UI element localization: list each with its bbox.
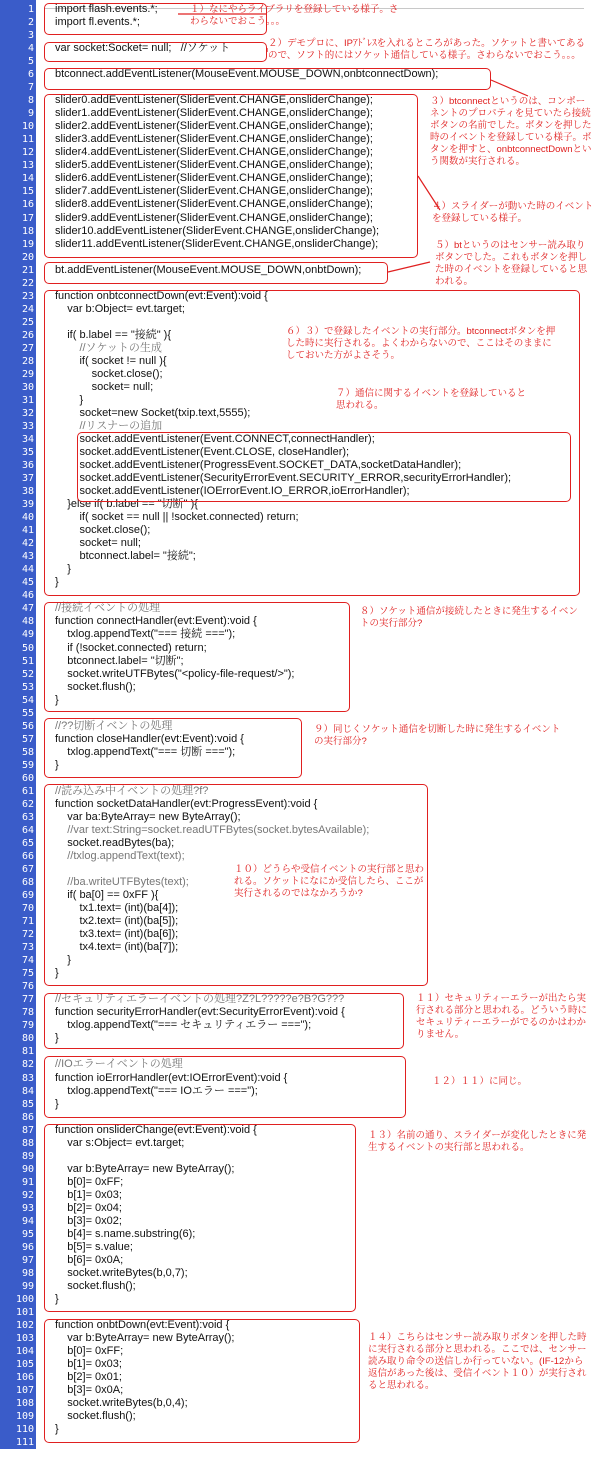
line-number: 15 xyxy=(21,186,34,198)
line-number: 60 xyxy=(21,772,34,784)
code-line[interactable]: socket.addEventListener(ProgressEvent.SOCKET_DATA,socketDataHandler); xyxy=(55,459,462,471)
line-number: 92 xyxy=(21,1189,34,1201)
line-number: 72 xyxy=(21,929,34,941)
annotation-14: １４）こちらはセンサー読み取りボタンを押した時に実行される部分と思われる。ここでは、センサー読み取り命令の送信しか行っていない。(IF-12から返信があった後は、受信イベント１０）が実行されると思われる。 xyxy=(368,1332,587,1391)
line-number: 39 xyxy=(21,499,34,511)
code-line[interactable]: } xyxy=(55,954,71,967)
code-line[interactable]: slider2.addEventListener(SliderEvent.CHANGE,onsliderChange); xyxy=(55,120,373,133)
code-line[interactable]: if (!socket.connected) return; xyxy=(55,641,207,654)
code-line[interactable]: //接続イベントの処理 xyxy=(55,602,161,615)
code-line[interactable]: function socketDataHandler(evt:ProgressEvent):void { xyxy=(55,797,318,810)
line-number: 35 xyxy=(21,447,34,458)
line-number: 112 xyxy=(15,1450,34,1462)
line-number: 56 xyxy=(21,720,34,732)
line-number: 5 xyxy=(27,56,34,68)
line-number: 86 xyxy=(21,1111,34,1123)
line-number: 51 xyxy=(21,655,34,667)
line-number: 65 xyxy=(21,837,34,849)
line-number: 101 xyxy=(15,1307,34,1318)
line-number: 47 xyxy=(21,603,34,615)
code-line[interactable]: b[4]= s.name.substring(6); xyxy=(55,1227,196,1240)
code-line[interactable]: function closeHandler(evt:Event):void { xyxy=(55,732,244,745)
code-line[interactable]: slider6.addEventListener(SliderEvent.CHANGE,onsliderChange); xyxy=(55,172,373,185)
code-line[interactable]: function securityErrorHandler(evt:SecurityErrorEvent):void { xyxy=(55,1006,345,1019)
line-number: 23 xyxy=(21,290,34,302)
line-number: 30 xyxy=(21,381,34,393)
line-number: 58 xyxy=(21,746,34,758)
line-number: 55 xyxy=(21,707,34,719)
annotation-9: ９）同じくソケット通信を切断した時に発生するイベントの実行部分? xyxy=(314,724,561,747)
line-number: 78 xyxy=(21,1007,34,1019)
code-line[interactable]: var b:Object= evt.target; xyxy=(55,302,185,315)
code-line[interactable]: btconnect.addEventListener(MouseEvent.MOUSE_DOWN,onbtconnectDown); xyxy=(55,68,439,81)
line-number: 81 xyxy=(21,1046,34,1058)
line-number: 1 xyxy=(27,4,34,15)
line-number: 107 xyxy=(15,1385,34,1397)
code-line[interactable]: socket.flush(); xyxy=(55,680,136,693)
line-number: 25 xyxy=(21,316,34,328)
code-line[interactable]: tx3.text= (int)(ba[6]); xyxy=(55,928,179,941)
annotation-6: ６）３）で登録したイベントの実行部分。btconnectボタンを押した時に実行される。よくわからないので、ここはそのままにしておいた方がよさそう。 xyxy=(286,326,556,361)
code-line[interactable]: //IOエラーイベントの処理 xyxy=(55,1058,183,1071)
code-line[interactable]: var socket:Socket= null; //ソケット xyxy=(55,42,231,55)
code-line[interactable]: if( b.label == "接続" ){ xyxy=(55,328,172,341)
code-line[interactable]: //txlog.appendText(text); xyxy=(55,849,185,862)
line-number: 100 xyxy=(15,1294,34,1305)
line-number: 18 xyxy=(21,225,34,237)
line-number: 38 xyxy=(21,486,34,498)
code-line[interactable]: btconnect.label= "接続"; xyxy=(55,550,196,563)
line-number: 31 xyxy=(21,394,34,406)
code-line[interactable]: slider10.addEventListener(SliderEvent.CHANGE,onsliderChange); xyxy=(55,224,380,237)
line-number: 63 xyxy=(21,811,34,823)
line-number: 42 xyxy=(21,538,34,550)
line-number: 45 xyxy=(21,577,34,589)
line-number: 85 xyxy=(21,1098,34,1110)
line-number: 41 xyxy=(21,525,34,537)
annotation-12: １２）１１）に同じ。 xyxy=(432,1076,528,1087)
line-number: 2 xyxy=(27,17,34,28)
code-line[interactable]: b[1]= 0x03; xyxy=(55,1358,122,1371)
code-line[interactable]: b[5]= s.value; xyxy=(55,1240,133,1253)
code-line[interactable]: socket= null; xyxy=(55,380,154,393)
line-number: 102 xyxy=(15,1320,34,1331)
code-line[interactable]: }else if( b.label == "切断" ){ xyxy=(55,498,198,511)
line-number: 12 xyxy=(21,147,34,159)
line-number: 83 xyxy=(21,1072,34,1084)
code-line[interactable]: if( socket == null || !socket.connected) return; xyxy=(55,511,299,524)
line-number: 8 xyxy=(27,95,34,107)
line-number: 50 xyxy=(21,642,34,654)
code-line[interactable]: //リスナーの追加 xyxy=(55,420,163,432)
annotation-5: ５）btというのはセンサー読み取りボタンでした。これもボタンを押した時のイベントを登録していると思われる。 xyxy=(435,240,588,287)
line-number: 91 xyxy=(21,1176,34,1188)
line-number: 14 xyxy=(21,173,34,185)
line-number: 54 xyxy=(21,694,34,706)
line-number: 111 xyxy=(15,1437,34,1449)
code-line[interactable]: var s:Object= evt.target; xyxy=(55,1136,185,1149)
line-number: 69 xyxy=(21,890,34,901)
line-number: 29 xyxy=(21,368,34,380)
line-number: 66 xyxy=(21,850,34,862)
code-line[interactable]: } xyxy=(55,576,59,589)
code-line[interactable]: socket.flush(); xyxy=(55,1410,136,1423)
line-number: 61 xyxy=(21,785,34,797)
code-line[interactable]: var ba:ByteArray= new ByteArray(); xyxy=(55,810,241,823)
code-line[interactable]: b[2]= 0x04; xyxy=(55,1201,122,1214)
code-line[interactable]: socket.addEventListener(Event.CLOSE, closeHandler); xyxy=(55,446,350,458)
line-number: 32 xyxy=(21,407,34,419)
line-number: 27 xyxy=(21,342,34,354)
line-number: 22 xyxy=(21,277,34,289)
line-number: 82 xyxy=(21,1059,34,1071)
line-number: 87 xyxy=(21,1124,34,1136)
line-number: 104 xyxy=(15,1346,34,1358)
code-line[interactable]: txlog.appendText("=== セキュリティエラー ==="); xyxy=(55,1019,312,1032)
code-line[interactable]: if( socket != null ){ xyxy=(55,354,167,367)
code-line[interactable]: txlog.appendText("=== 接続 ==="); xyxy=(55,628,236,641)
code-line[interactable]: socket.writeBytes(b,0,4); xyxy=(55,1397,188,1410)
code-line[interactable]: tx4.text= (int)(ba[7]); xyxy=(55,941,179,954)
line-number: 103 xyxy=(15,1333,34,1345)
annotation-11: １１）セキュリティーエラーが出たら実行される部分と思われる。どういう時にセキュリティーエラーがでるのかはわかりません。 xyxy=(416,993,588,1040)
line-number: 68 xyxy=(21,877,34,888)
line-number: 106 xyxy=(15,1372,34,1384)
code-line[interactable]: //セキュリティエラーイベントの処理?Z?L?????e?B?G??? xyxy=(55,993,345,1006)
code-line[interactable]: } xyxy=(55,1423,59,1436)
annotation-13: １３）名前の通り、スライダーが変化したときに発生するイベントの実行部と思われる。 xyxy=(368,1130,587,1153)
code-line[interactable]: var b:ByteArray= new ByteArray(); xyxy=(55,1162,235,1175)
code-line[interactable]: if( ba[0] == 0xFF ){ xyxy=(55,889,159,901)
code-line[interactable]: function onbtconnectDown(evt:Event):void { xyxy=(55,289,268,302)
line-number: 90 xyxy=(21,1163,34,1175)
line-number: 7 xyxy=(27,82,34,94)
code-line[interactable]: slider4.addEventListener(SliderEvent.CHANGE,onsliderChange); xyxy=(55,146,373,159)
code-line[interactable]: socket.close(); xyxy=(55,367,163,380)
line-number: 33 xyxy=(21,421,34,432)
annotation-4: ４）スライダーが動いた時のイベントを登録している様子。 xyxy=(432,201,594,224)
line-number: 109 xyxy=(15,1411,34,1423)
code-line[interactable]: function onsliderChange(evt:Event):void { xyxy=(55,1123,257,1136)
line-number: 11 xyxy=(21,134,34,146)
code-line[interactable]: import flash.events.*; xyxy=(55,3,158,15)
line-number: 48 xyxy=(21,616,34,628)
line-number: 59 xyxy=(21,759,34,771)
code-line[interactable]: b[6]= 0x0A; xyxy=(55,1253,124,1266)
code-line[interactable]: //??切断イベントの処理 xyxy=(55,719,173,732)
line-number: 99 xyxy=(21,1280,34,1292)
code-line[interactable]: //var text:String=socket.readUTFBytes(socket.bytesAvailable); xyxy=(55,823,370,836)
line-number: 52 xyxy=(21,668,34,680)
code-line[interactable]: slider7.addEventListener(SliderEvent.CHANGE,onsliderChange); xyxy=(55,185,373,198)
line-number: 67 xyxy=(21,864,34,875)
code-line[interactable]: txlog.appendText("=== 切断 ==="); xyxy=(55,745,236,758)
line-number: 62 xyxy=(21,798,34,810)
code-line[interactable]: } xyxy=(55,1097,59,1110)
annotation-1: １）なにやらライブラリを登録している様子。さわらないでおこう。。。 xyxy=(190,4,399,27)
line-number: 26 xyxy=(21,329,34,341)
code-line[interactable]: slider3.addEventListener(SliderEvent.CHANGE,onsliderChange); xyxy=(55,133,373,146)
code-line[interactable]: slider8.addEventListener(SliderEvent.CHANGE,onsliderChange); xyxy=(55,198,373,211)
line-number: 46 xyxy=(21,590,34,602)
code-line[interactable]: } xyxy=(55,967,59,980)
line-number: 36 xyxy=(21,460,34,471)
line-number: 64 xyxy=(21,824,34,836)
annotation-2: ２）デモプロに、IPｱﾄﾞﾚｽを入れるところがあった。ソケットと書いてあるので、ソフト的にはソケット通信している様子。さわらないでおこう。。。 xyxy=(268,38,586,61)
line-number: 98 xyxy=(21,1267,34,1279)
line-number: 94 xyxy=(21,1215,34,1227)
annotation-8: ８）ソケット通信が接続したときに発生するイベントの実行部分? xyxy=(360,606,578,629)
code-line[interactable]: slider11.addEventListener(SliderEvent.CHANGE,onsliderChange); xyxy=(55,237,379,250)
code-line[interactable]: b[3]= 0x0A; xyxy=(55,1384,124,1397)
code-line[interactable]: socket.addEventListener(IOErrorEvent.IO_ERROR,ioErrorHandler); xyxy=(55,485,410,498)
line-number: 74 xyxy=(21,955,34,967)
code-line[interactable]: } xyxy=(55,1293,59,1305)
line-number: 80 xyxy=(21,1033,34,1045)
line-number: 53 xyxy=(21,681,34,693)
code-line[interactable]: bt.addEventListener(MouseEvent.MOUSE_DOWN,onbtDown); xyxy=(55,263,362,276)
annotation-10: １０）どうらや受信イベントの実行部と思われる。ソケットになにか受信したら、ここが実行されるのではなかろうか? xyxy=(234,864,425,899)
line-number: 71 xyxy=(21,916,34,928)
line-number: 105 xyxy=(15,1359,34,1371)
line-number: 95 xyxy=(21,1228,34,1240)
line-number: 3 xyxy=(27,30,34,42)
line-number: 84 xyxy=(21,1085,34,1097)
code-line[interactable]: socket.addEventListener(SecurityErrorEvent.SECURITY_ERROR,securityErrorHandler); xyxy=(55,472,512,485)
code-line[interactable]: socket.flush(); xyxy=(55,1279,136,1292)
code-line[interactable]: //ba.writeUTFBytes(text); xyxy=(55,876,189,888)
line-number: 110 xyxy=(15,1424,34,1436)
code-line[interactable]: txlog.appendText("=== IOエラー ==="); xyxy=(55,1084,258,1097)
line-number: 75 xyxy=(21,968,34,980)
line-number: 6 xyxy=(27,69,34,81)
code-line[interactable]: b[0]= 0xFF; xyxy=(55,1345,124,1358)
code-line[interactable]: tx2.text= (int)(ba[5]); xyxy=(55,915,179,928)
code-line[interactable]: var b:ByteArray= new ByteArray(); xyxy=(55,1332,235,1345)
code-line[interactable]: socket.readBytes(ba); xyxy=(55,836,175,849)
line-number: 4 xyxy=(27,43,34,55)
code-line[interactable]: b[3]= 0x02; xyxy=(55,1214,122,1227)
code-line[interactable]: import fl.events.*; xyxy=(55,16,140,28)
line-number: 108 xyxy=(15,1398,34,1410)
line-number: 10 xyxy=(21,121,34,133)
line-number: 17 xyxy=(21,212,34,224)
code-line[interactable]: //ソケットの生成 xyxy=(55,341,162,354)
line-number: 73 xyxy=(21,942,34,954)
line-number: 37 xyxy=(21,473,34,485)
code-line[interactable]: slider0.addEventListener(SliderEvent.CHANGE,onsliderChange); xyxy=(55,94,373,107)
line-number: 34 xyxy=(21,434,34,445)
annotation-3: ３）btconnectというのは、コンポーネントのプロパティを見ていたら接続ボタンの名前でした。ボタンを押した時のイベントを登録している様子。ボタンを押すと、onbtconnectDownという関数が実行される。 xyxy=(430,96,592,167)
line-number: 96 xyxy=(21,1241,34,1253)
code-line[interactable]: b[2]= 0x01; xyxy=(55,1371,122,1384)
line-number: 28 xyxy=(21,355,34,367)
line-number: 77 xyxy=(21,994,34,1006)
line-number: 24 xyxy=(21,303,34,315)
code-line[interactable]: tx1.text= (int)(ba[4]); xyxy=(55,902,179,915)
code-line[interactable]: function ioErrorHandler(evt:IOErrorEvent):void { xyxy=(55,1071,288,1084)
code-line[interactable]: socket.close(); xyxy=(55,524,151,537)
code-line[interactable]: socket.writeUTFBytes("<policy-file-request/>"); xyxy=(55,667,295,680)
code-line[interactable]: slider5.addEventListener(SliderEvent.CHANGE,onsliderChange); xyxy=(55,159,373,172)
code-line[interactable]: } xyxy=(55,1032,59,1045)
line-number: 40 xyxy=(21,512,34,524)
code-line[interactable]: //読み込み中イベントの処理?f? xyxy=(55,784,209,797)
code-line[interactable]: socket=new Socket(txip.text,5555); xyxy=(55,406,251,419)
line-number: 97 xyxy=(21,1254,34,1266)
line-number: 44 xyxy=(21,564,34,576)
annotation-7: ７）通信に関するイベントを登録していると思われる。 xyxy=(336,388,527,411)
line-number: 20 xyxy=(21,251,34,263)
code-line[interactable]: slider9.addEventListener(SliderEvent.CHANGE,onsliderChange); xyxy=(55,211,373,224)
line-number: 21 xyxy=(21,264,34,276)
line-number: 9 xyxy=(27,108,34,120)
line-number: 70 xyxy=(21,903,34,915)
code-line[interactable]: btconnect.label= "切断"; xyxy=(55,654,184,667)
code-line[interactable]: socket= null; xyxy=(55,537,141,550)
line-number: 79 xyxy=(21,1020,34,1032)
code-line[interactable]: } xyxy=(55,563,71,576)
code-line[interactable]: b[0]= 0xFF; xyxy=(55,1175,124,1188)
line-number: 89 xyxy=(21,1150,34,1162)
line-number: 43 xyxy=(21,551,34,563)
line-number: 49 xyxy=(21,629,34,641)
line-number: 93 xyxy=(21,1202,34,1214)
code-line[interactable]: socket.writeBytes(b,0,7); xyxy=(55,1266,188,1279)
line-number: 13 xyxy=(21,160,34,172)
code-line[interactable]: } xyxy=(55,693,59,706)
code-line[interactable]: function connectHandler(evt:Event):void { xyxy=(55,615,257,628)
code-line[interactable]: function onbtDown(evt:Event):void { xyxy=(55,1319,230,1331)
line-number: 19 xyxy=(21,238,34,250)
code-line[interactable]: b[1]= 0x03; xyxy=(55,1188,122,1201)
code-line[interactable]: } xyxy=(55,393,84,406)
line-number: 57 xyxy=(21,733,34,745)
line-number: 76 xyxy=(21,981,34,993)
line-number: 16 xyxy=(21,199,34,211)
code-line[interactable]: slider1.addEventListener(SliderEvent.CHANGE,onsliderChange); xyxy=(55,107,373,120)
code-line[interactable]: socket.addEventListener(Event.CONNECT,connectHandler); xyxy=(55,433,375,445)
line-number: 88 xyxy=(21,1137,34,1149)
code-line[interactable]: } xyxy=(55,758,59,771)
